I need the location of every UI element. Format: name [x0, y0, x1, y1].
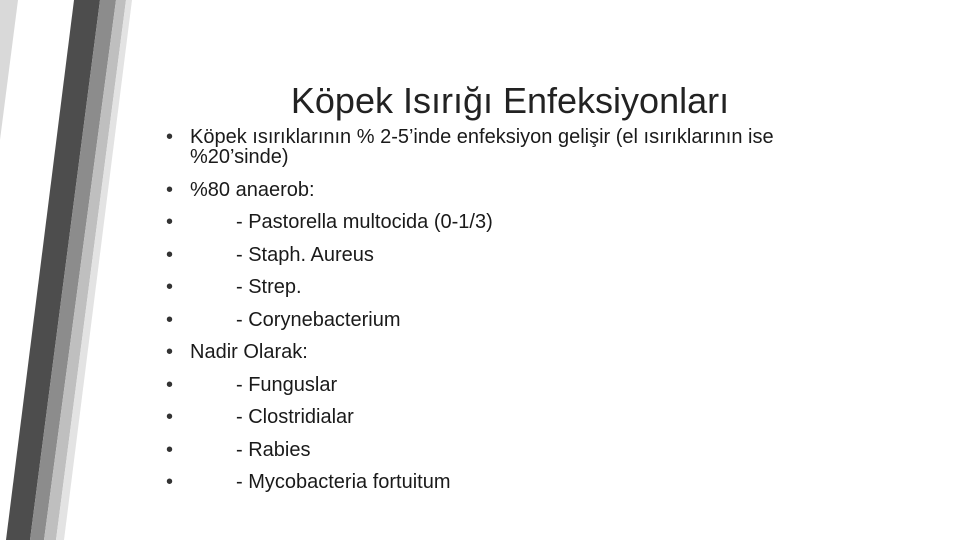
bullet-dot: •: [166, 471, 174, 493]
bullet-item: [160, 342, 860, 362]
bullet-item: [160, 440, 860, 460]
bullet-item: [160, 407, 860, 427]
bullet-item: [160, 277, 860, 297]
bullet-text: - Funguslar: [236, 373, 338, 396]
bullet-text: - Staph. Aureus: [236, 243, 374, 266]
decorative-stripes: [0, 0, 140, 540]
bullet-text: - Pastorella multocida (0-1/3): [236, 211, 493, 233]
bullet-item: [160, 375, 860, 395]
bullet-dot: •: [166, 276, 174, 298]
bullet-dot: •: [166, 341, 174, 363]
bullet-dot: •: [166, 178, 174, 201]
bullet-dot: •: [166, 438, 174, 461]
bullet-item: [160, 180, 860, 200]
bullet-item: [160, 245, 860, 265]
slide-title: Köpek Isırığı Enfeksiyonları: [290, 80, 730, 122]
bullet-item: [160, 310, 860, 330]
bullet-text: Köpek ısırıklarının % 2-5’inde enfeksiyon gelişir (el ısırıklarının ise %20’sinde): [190, 126, 774, 168]
bullet-dot: •: [166, 373, 174, 396]
bullet-item: [160, 472, 860, 492]
stripe-light: [0, 0, 18, 140]
bullet-text: Nadir Olarak:: [190, 341, 308, 363]
bullet-text: - Strep.: [236, 276, 302, 298]
bullet-dot: •: [166, 211, 174, 233]
bullet-text: - Mycobacteria fortuitum: [236, 471, 451, 493]
bullet-list: [160, 127, 860, 505]
bullet-item: [160, 212, 860, 232]
bullet-text: - Rabies: [236, 438, 311, 461]
bullet-text: - Clostridialar: [236, 406, 354, 428]
bullet-item: [160, 127, 860, 167]
bullet-text: %80 anaerob:: [190, 178, 315, 201]
bullet-dot: •: [166, 126, 174, 148]
bullet-dot: •: [166, 406, 174, 428]
bullet-dot: •: [166, 308, 174, 331]
bullet-dot: •: [166, 243, 174, 266]
bullet-text: - Corynebacterium: [236, 308, 401, 331]
